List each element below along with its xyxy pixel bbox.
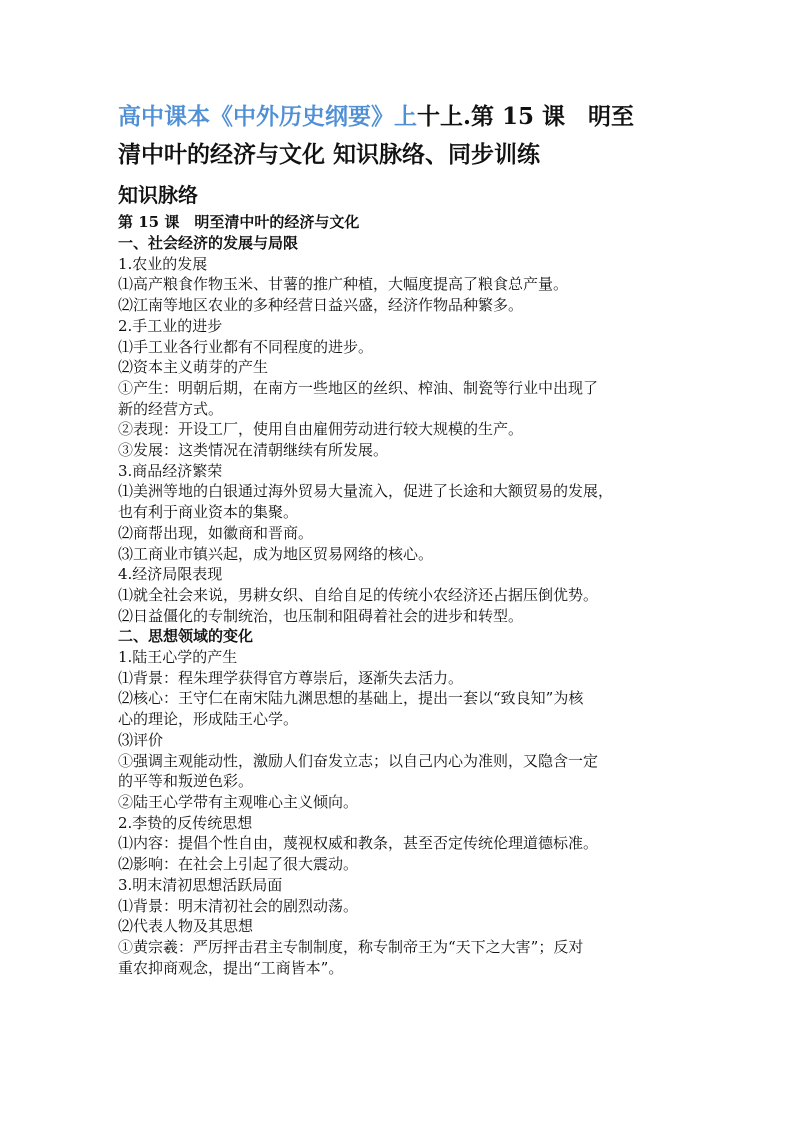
outline-line: ⑵代表人物及其思想 — [118, 917, 254, 936]
outline-line: ①黄宗羲：严厉抨击君主专制制度，称专制帝王为“天下之大害”；反对 — [118, 937, 584, 956]
outline-line: ②陆王心学带有主观唯心主义倾向。 — [118, 792, 359, 811]
outline-heading: 二、思想领域的变化 — [118, 627, 254, 646]
outline-line: ①强调主观能动性，激励人们奋发立志；以自己内心为准则，又隐含一定 — [118, 751, 599, 770]
outline-line: 也有利于商业资本的集聚。 — [118, 503, 299, 522]
outline-line: ⑴就全社会来说，男耕女织、自给自足的传统小农经济还占据压倒优势。 — [118, 585, 599, 604]
outline-line: ⑴内容：提倡个性自由，蔑视权威和教条，甚至否定传统伦理道德标准。 — [118, 834, 599, 853]
outline-heading: 一、社会经济的发展与局限 — [118, 234, 299, 252]
body-text — [118, 233, 678, 978]
outline-line: 4.经济局限表现 — [118, 565, 223, 584]
outline-line: 新的经营方式。 — [118, 399, 224, 418]
outline-line: 重农抑商观念，提出“工商皆本”。 — [118, 958, 344, 977]
outline-line: 的平等和叛逆色彩。 — [118, 772, 254, 791]
outline-line: ⑵影响：在社会上引起了很大震动。 — [118, 855, 359, 874]
outline-line: ⑵商帮出现，如徽商和晋商。 — [118, 523, 314, 542]
document-title-line-2: 清中叶的经济与文化 知识脉络、同步训练 — [118, 141, 541, 168]
outline-line: ⑶评价 — [118, 730, 164, 749]
outline-line: ⑵资本主义萌芽的产生 — [118, 358, 269, 377]
outline-line: ⑵核心：王守仁在南宋陆九渊思想的基础上，提出一套以“致良知”为核 — [118, 689, 584, 708]
document-title — [118, 98, 678, 136]
outline-line: ⑵日益僵化的专制统治，也压制和阻碍着社会的进步和转型。 — [118, 606, 524, 625]
outline-line: ⑶工商业市镇兴起，成为地区贸易网络的核心。 — [118, 544, 434, 563]
outline-line: ③发展：这类情况在清朝继续有所发展。 — [118, 441, 389, 460]
lesson-heading: 第 15 课 明至清中叶的经济与文化 — [118, 213, 360, 231]
outline-line: ①产生：明朝后期，在南方一些地区的丝织、榨油、制瓷等行业中出现了 — [118, 378, 599, 397]
outline-line: 1.农业的发展 — [118, 254, 208, 273]
title-text-part-1: 十上.第 15 课 明至 — [417, 103, 635, 130]
outline-line: 心的理论，形成陆王心学。 — [118, 710, 299, 729]
outline-line: 2.手工业的进步 — [118, 316, 223, 335]
outline-line: ②表现：开设工厂，使用自由雇佣劳动进行较大规模的生产。 — [118, 420, 524, 439]
section-heading: 知识脉络 — [118, 183, 198, 207]
outline-line: ⑴美洲等地的白银通过海外贸易大量流入，促进了长途和大额贸易的发展， — [118, 482, 614, 501]
document-page — [118, 98, 678, 978]
outline-line: 1.陆王心学的产生 — [118, 648, 238, 667]
outline-line: ⑴背景：程朱理学获得官方尊崇后，逐渐失去活力。 — [118, 668, 464, 687]
outline-line: ⑴高产粮食作物玉米、甘薯的推广种植，大幅度提高了粮食总产量。 — [118, 275, 569, 294]
outline-line: ⑵江南等地区农业的多种经营日益兴盛，经济作物品种繁多。 — [118, 296, 524, 315]
outline-line: ⑴背景：明末清初社会的剧烈动荡。 — [118, 896, 359, 915]
outline-line: 2.李贽的反传统思想 — [118, 813, 253, 832]
title-link-text[interactable]: 高中课本《中外历史纲要》上 — [118, 103, 417, 130]
outline-line: 3.明末清初思想活跃局面 — [118, 875, 283, 894]
outline-line: ⑴手工业各行业都有不同程度的进步。 — [118, 337, 374, 356]
outline-line: 3.商品经济繁荣 — [118, 461, 223, 480]
